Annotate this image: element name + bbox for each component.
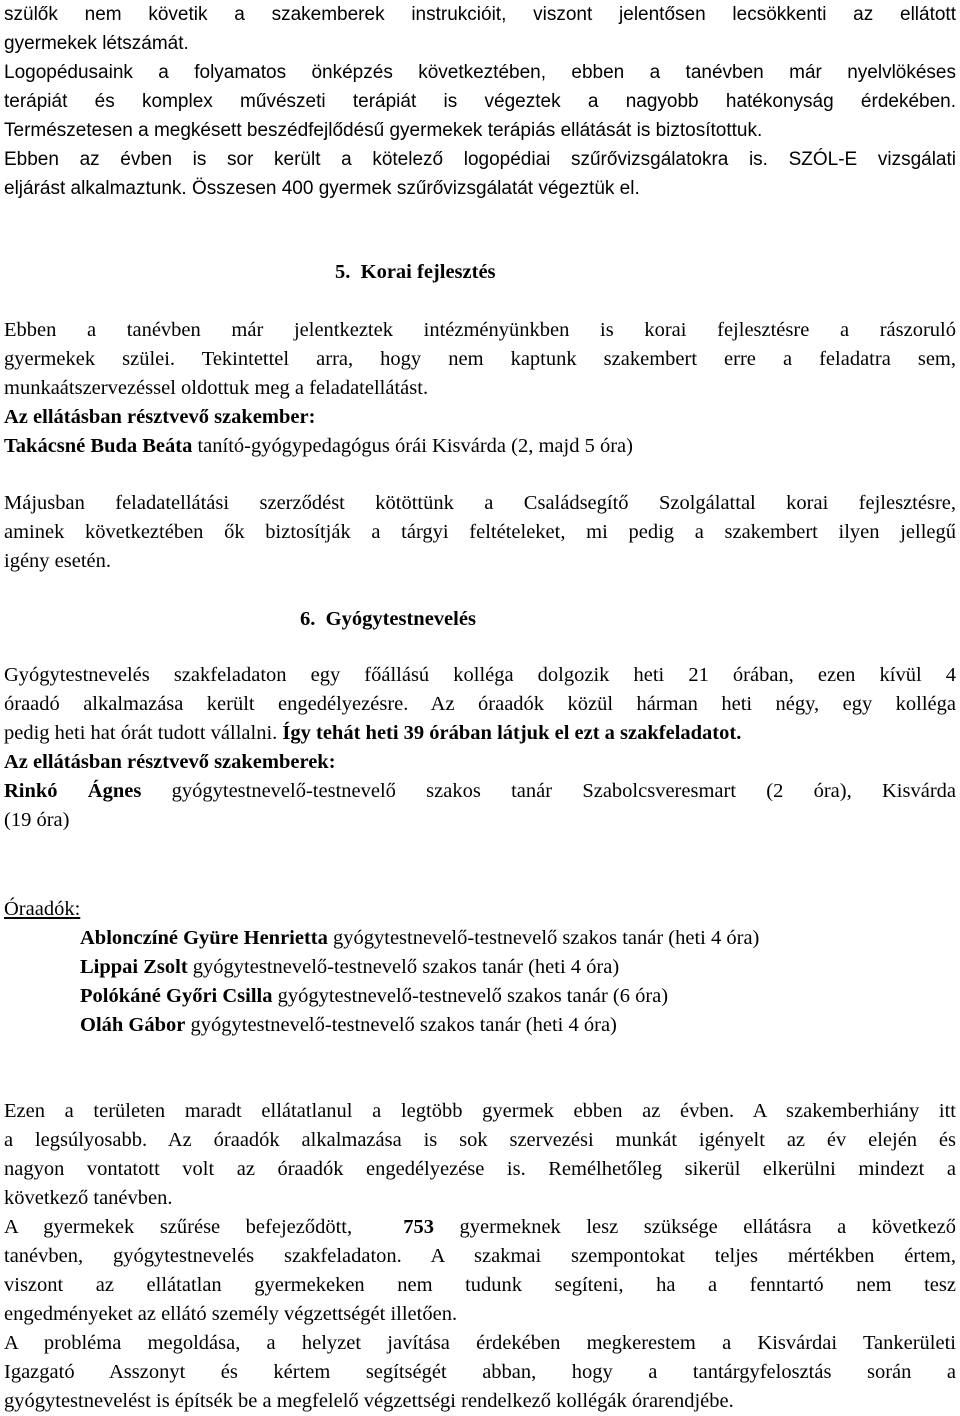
list-item	[80, 1011, 956, 1040]
person-name: Lippai Zsolt	[80, 956, 188, 978]
text-line: tanévben, gyógytestnevelés szakfeladaton. A szakmai szempontokat teljes mértékben értem,	[4, 1245, 956, 1267]
text-line: Igazgató Asszonyt és kértem segítségét abban, hogy a tantárgyfelosztás során a	[4, 1361, 956, 1383]
staff-description: tanító-gyógypedagógus órái Kisvárda (2, majd 5 óra)	[192, 435, 633, 457]
text-line: gyermekek létszámát.	[4, 33, 189, 54]
text-line: gyermekek szülei. Tekintettel arra, hogy nem kaptunk szakembert erre a feladatra sem,	[4, 348, 956, 370]
text-line: Természetesen a megkésett beszédfejlődésű gyermekek terápiás ellátását is biztosítottuk.	[4, 120, 763, 141]
section-heading-gyogytestneveles: 6. Gyógytestnevelés	[300, 608, 476, 630]
text-line: Májusban feladatellátási szerződést kötöttünk a Családsegítő Szolgálattal korai fejlesztésre,	[4, 492, 956, 514]
text-line: Logopédusaink a folyamatos önképzés következtében, ebben a tanévben már nyelvlökéses	[4, 62, 956, 83]
text-line	[4, 1213, 956, 1242]
person-description: gyógytestnevelő-testnevelő szakos tanár (heti 4 óra)	[185, 1014, 617, 1036]
text-line: óraadó alkalmazása került engedélyezésre. Az óraadók közül hárman heti négy, egy kolléga	[4, 693, 956, 715]
text-line: terápiát és komplex művészeti terápiát is végeztek a nagyobb hatékonyság érdekében.	[4, 91, 956, 112]
text-line: Ezen a területen maradt ellátatlanul a legtöbb gyermek ebben az évben. A szakemberhiány itt	[4, 1100, 956, 1122]
text-span: A gyermekek szűrése befejeződött,	[4, 1216, 404, 1238]
list-item	[80, 953, 956, 982]
text-line: szülők nem követik a szakemberek instrukcióit, viszont jelentősen lecsökkenti az ellátott	[4, 4, 956, 25]
text-line: Ebben az évben is sor került a kötelező logopédiai szűrővizsgálatokra is. SZÓL-E vizsgálati	[4, 149, 956, 170]
text-line: Gyógytestnevelés szakfeladaton egy főállású kolléga dolgozik heti 21 órában, ezen kívül 4	[4, 664, 956, 686]
staff-name: Rinkó Ágnes	[4, 780, 142, 802]
staff-line	[4, 777, 956, 806]
text-line: a legsúlyosabb. Az óraadók alkalmazása is sok szervezési munkát igényelt az év elején és	[4, 1129, 956, 1151]
person-description: gyógytestnevelő-testnevelő szakos tanár (heti 4 óra)	[187, 956, 620, 978]
text-line: következő tanévben.	[4, 1187, 173, 1209]
staff-name: Takácsné Buda Beáta	[4, 435, 193, 457]
text-line: viszont az ellátatlan gyermekeken nem tudunk segíteni, ha a fenntartó nem tesz	[4, 1274, 956, 1296]
section5-contract-paragraph	[4, 489, 956, 576]
text-line: aminek következtében ők biztosítják a tárgyi feltételeket, mi pedig a szakembert ilyen jellegű	[4, 521, 956, 543]
child-count: 753	[403, 1216, 434, 1238]
oraadok-list	[4, 924, 956, 1040]
staff-description: gyógytestnevelő-testnevelő szakos tanár Szabolcsveresmart (2 óra), Kisvárda	[141, 780, 956, 802]
staff-label: Az ellátásban résztvevő szakember:	[4, 406, 316, 428]
text-line: nagyon vontatott volt az óraadók engedélyezése is. Remélhetőleg sikerül elkerülni mindezt a	[4, 1158, 956, 1180]
closing-paragraphs	[4, 1097, 956, 1416]
person-name: Oláh Gábor	[80, 1014, 186, 1036]
oraadok-label: Óraadók:	[4, 898, 81, 920]
person-description: gyógytestnevelő-testnevelő szakos tanár (heti 4 óra)	[327, 927, 760, 949]
section6-body	[4, 661, 956, 835]
text-line: gyógytestnevelést is építsék be a megfelelő végzettségi rendelkező kollégák órarendjébe.	[4, 1390, 734, 1412]
oraadok-block	[4, 895, 956, 1040]
text-line: munkaátszervezéssel oldottuk meg a feladatellátást.	[4, 377, 429, 399]
person-description: gyógytestnevelő-testnevelő szakos tanár (6 óra)	[272, 985, 669, 1007]
text-line: igény esetén.	[4, 550, 112, 572]
text-span: gyermeknek lesz szüksége ellátásra a következő	[433, 1216, 956, 1238]
text-line	[4, 719, 956, 748]
list-item	[80, 924, 956, 953]
list-item	[80, 982, 956, 1011]
text-line: (19 óra)	[4, 809, 70, 831]
text-line: A probléma megoldása, a helyzet javítása érdekében megkerestem a Kisvárdai Tankerületi	[4, 1332, 956, 1354]
intro-paragraph	[4, 0, 956, 203]
text-line: engedményeket az ellátó személy végzettségét illetően.	[4, 1303, 458, 1325]
text-line: eljárást alkalmaztunk. Összesen 400 gyermek szűrővizsgálatát végeztük el.	[4, 178, 640, 199]
section-heading-korai-fejlesztes: 5. Korai fejlesztés	[335, 261, 496, 283]
emphasis-text: Így tehát heti 39 órában látjuk el ezt a szakfeladatot.	[282, 722, 742, 744]
text-span: pedig heti hat órát tudott vállalni.	[4, 722, 283, 744]
staff-label: Az ellátásban résztvevő szakemberek:	[4, 751, 336, 773]
text-line: Ebben a tanévben már jelentkeztek intézményünkben is korai fejlesztésre a rászoruló	[4, 319, 956, 341]
staff-line	[4, 432, 956, 461]
section5-body	[4, 316, 956, 461]
person-name: Polókáné Győri Csilla	[80, 985, 273, 1007]
person-name: Ablonczíné Gyüre Henrietta	[80, 927, 328, 949]
